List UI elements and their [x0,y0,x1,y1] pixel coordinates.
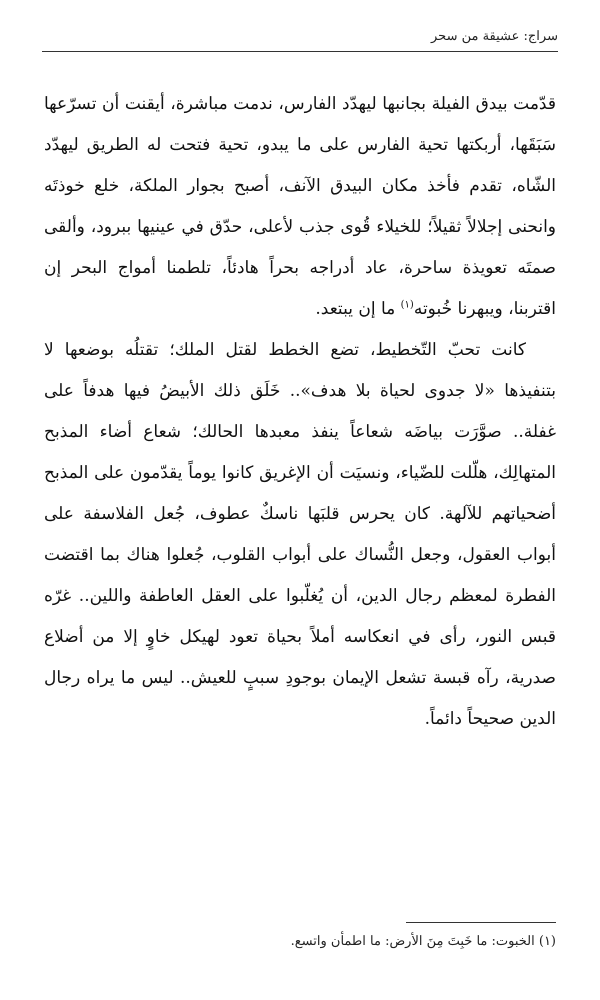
paragraph-1-tail: ما إن يبتعد. [315,299,401,319]
paragraph-1-text: قدّمت بيدق الفيلة بجانبها ليهدّد الفارس، ندمت مباشرة، أيقنت أن تسرّعها سَبَقَها، أربكتها تحية الفارس على ما يبدو، تحية فتحت له الطريق ليهدّد الشّاه، تقدم فأخذ مكان البيدق الآنف، أصبح بجوار الملكة، خلع خوذتَه وانحنى إجلالاً ثقيلاً؛ للخيلاء قُوى جذب لأعلى، حدّق في عينيها ببرود، وألقى صمتَه تعويذة ساحرة، عاد أدراجه بحراً هادئاً، تلطمنا أمواج البحر إن اقتربنا، ويبهرنا خُبوته [44,94,556,319]
running-header: سراج: عشيقة من سحر [431,29,558,44]
header-rule [42,51,558,52]
footnote-rule [406,922,556,923]
footnote-reference: (١) [400,299,414,311]
body-text [44,84,556,740]
footnote: (١) الخبوت: ما خَبِتَ مِنَ الأرض: ما اطمأن واتسع. [290,934,556,949]
paragraph-1 [44,84,556,330]
paragraph-2: كانت تحبّ التّخطيط، تضع الخطط لقتل الملك؛ تقتلُه بوضعها لا بتنفيذها «لا جدوى لحياة بلا هدف».. خَلَق ذلك الأبيضُ فيها هدفاً على غفلة.. صوَّرَت بياضَه شعاعاً ينفذ معبدها الحالك؛ شعاع أضاء المذبح المتهالِك، هلّلت للضّياء، ونسيَت أن الإغريق كانوا يوماً يقدّمون على المذبح أضحياتهم للآلهة. كان يحرس قلبَها ناسكٌ عطوف، جُعل الفلاسفة على أبواب العقول، وجعل النُّساك على أبواب القلوب، جُعلوا هناك بما اقتضت الفطرة لمعظم رجال الدين، أن يُغلّبوا على العقل العاطفة واللين.. غرّه قبس النور، رأى في انعكاسه أملاً بحياة تعود لهيكل خاوٍ إلا من أضلاع صدرية، رآه قبسة تشعل الإيمان بوجودِ سببٍ للعيش.. ليس ما يراه رجال الدين صحيحاً دائماً. [44,340,556,729]
